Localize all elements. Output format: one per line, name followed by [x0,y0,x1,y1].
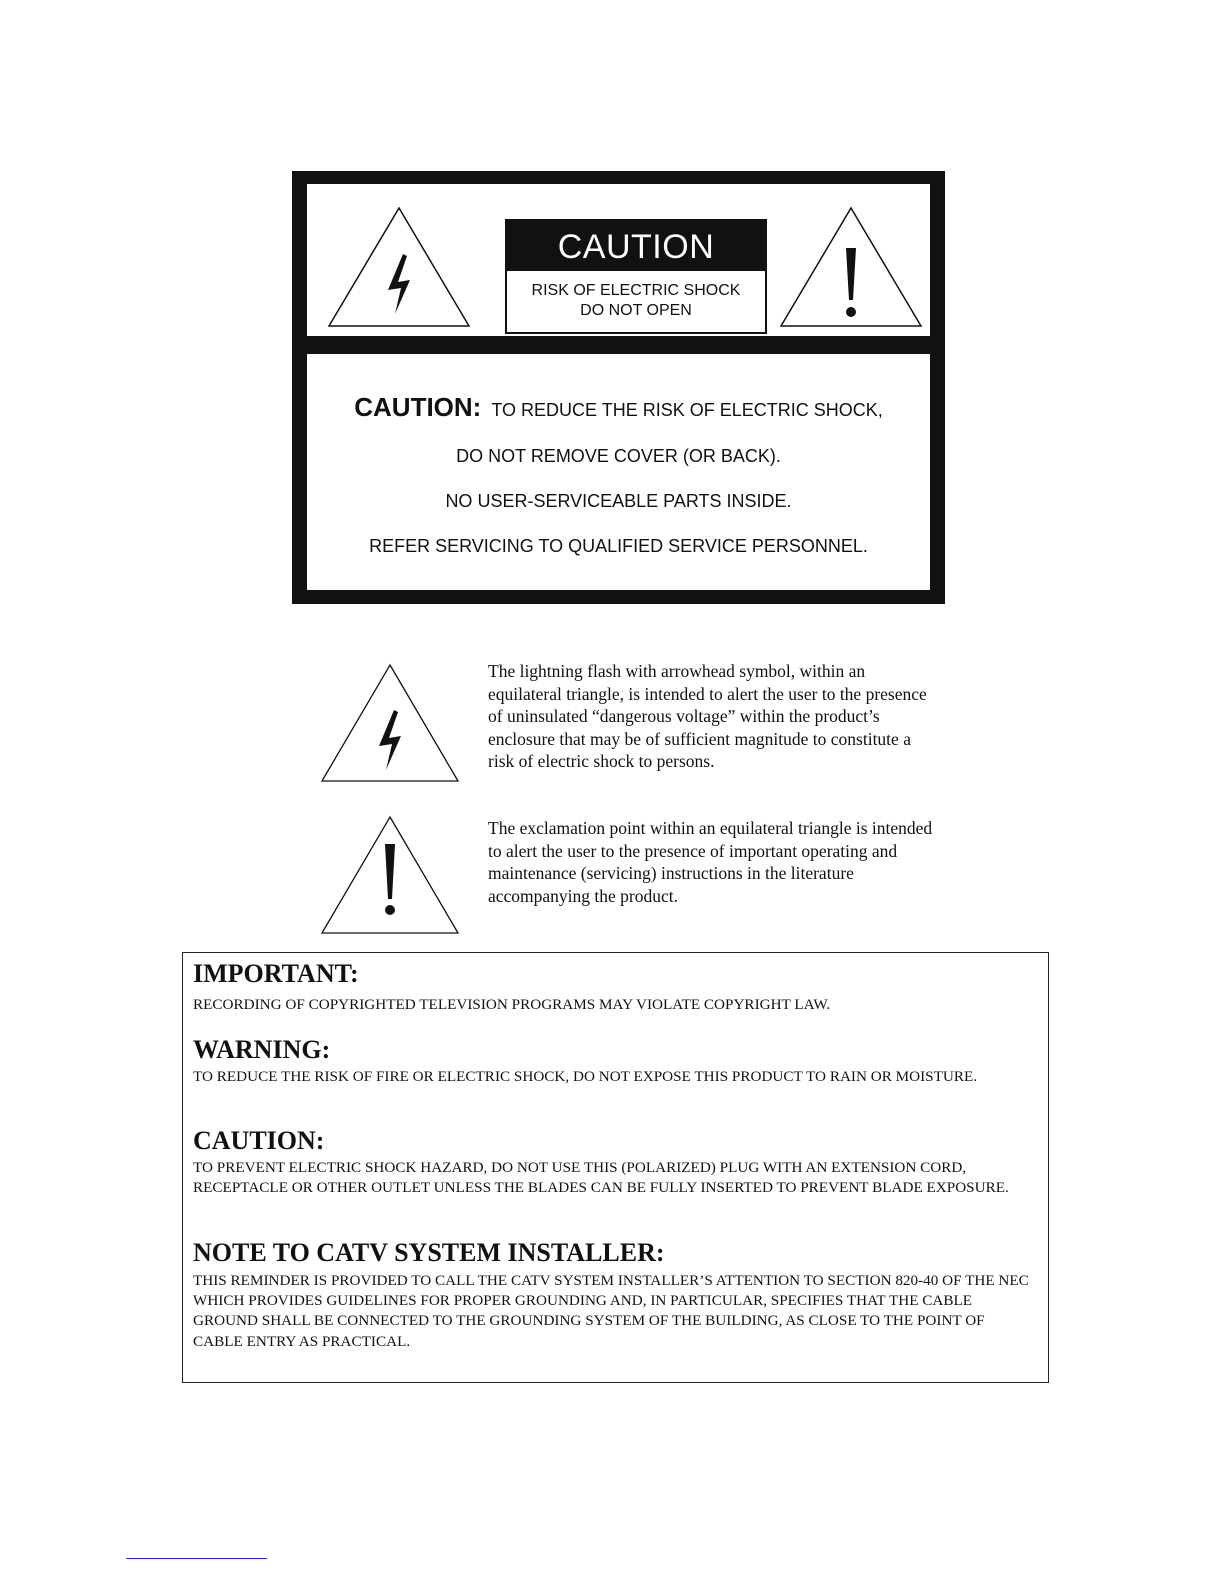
caution-line: DO NOT REMOVE COVER (OR BACK). [456,446,781,466]
caution-label [292,171,945,604]
exclamation-triangle-icon [319,814,461,936]
lightning-explanation: The lightning flash with arrowhead symbol, within an equilateral triangle, is intended to alert the user to the presence of uninsulated “dangerous voltage” within the product’s enclosure that may be of sufficient magnitude to constitute a risk of electric shock to persons. [488,661,927,772]
warning-heading: WARNING: [193,1035,331,1064]
caution-sign-title: CAUTION [507,221,765,271]
notices-box [182,952,1049,1383]
caution-sign-line: DO NOT OPEN [580,302,692,319]
caution-line [307,392,930,423]
caution-heading: CAUTION: [193,1126,325,1155]
catv-heading: NOTE TO CATV SYSTEM INSTALLER: [193,1238,665,1267]
footnote-rule [126,1558,267,1559]
caution-line: NO USER-SERVICEABLE PARTS INSIDE. [445,491,792,511]
label-top-panel [307,184,930,336]
caution-sign-line: RISK OF ELECTRIC SHOCK [531,282,741,299]
exclamation-triangle-icon [777,204,925,330]
caution-sign [505,219,767,334]
lightning-triangle-icon [325,204,473,330]
caution-text: TO PREVENT ELECTRIC SHOCK HAZARD, DO NOT USE THIS (POLARIZED) PLUG WITH AN EXTENSION CORD, RECEPTACLE OR OTHER OUTLET UNLESS THE BLADES CAN BE FULLY INSERTED TO PREVENT BLADE EXPOSURE. [193,1159,1009,1197]
caution-line: REFER SERVICING TO QUALIFIED SERVICE PERSONNEL. [369,536,868,556]
exclamation-explanation: The exclamation point within an equilateral triangle is intended to alert the user to the presence of important operating and maintenance (servicing) instructions in the literature accompanying the product. [488,818,933,906]
warning-text: TO REDUCE THE RISK OF FIRE OR ELECTRIC SHOCK, DO NOT EXPOSE THIS PRODUCT TO RAIN OR MOISTURE. [193,1068,978,1085]
lightning-triangle-icon [319,662,461,784]
caution-text: TO REDUCE THE RISK OF ELECTRIC SHOCK, [491,400,883,420]
label-bottom-panel [307,354,930,590]
catv-text: THIS REMINDER IS PROVIDED TO CALL THE CATV SYSTEM INSTALLER’S ATTENTION TO SECTION 820-40 OF THE NEC WHICH PROVIDES GUIDELINES FOR PROPER GROUNDING AND, IN PARTICULAR, SPECIFIES THAT THE CABLE GROUND SHALL BE CONNECTED TO THE GROUNDING SYSTEM OF THE BUILDING, AS CLOSE TO THE POINT OF CABLE ENTRY AS PRACTICAL. [193,1272,1029,1350]
important-heading: IMPORTANT: [193,959,359,988]
caution-heading: CAUTION: [354,392,482,422]
important-text: RECORDING OF COPYRIGHTED TELEVISION PROGRAMS MAY VIOLATE COPYRIGHT LAW. [193,996,831,1013]
